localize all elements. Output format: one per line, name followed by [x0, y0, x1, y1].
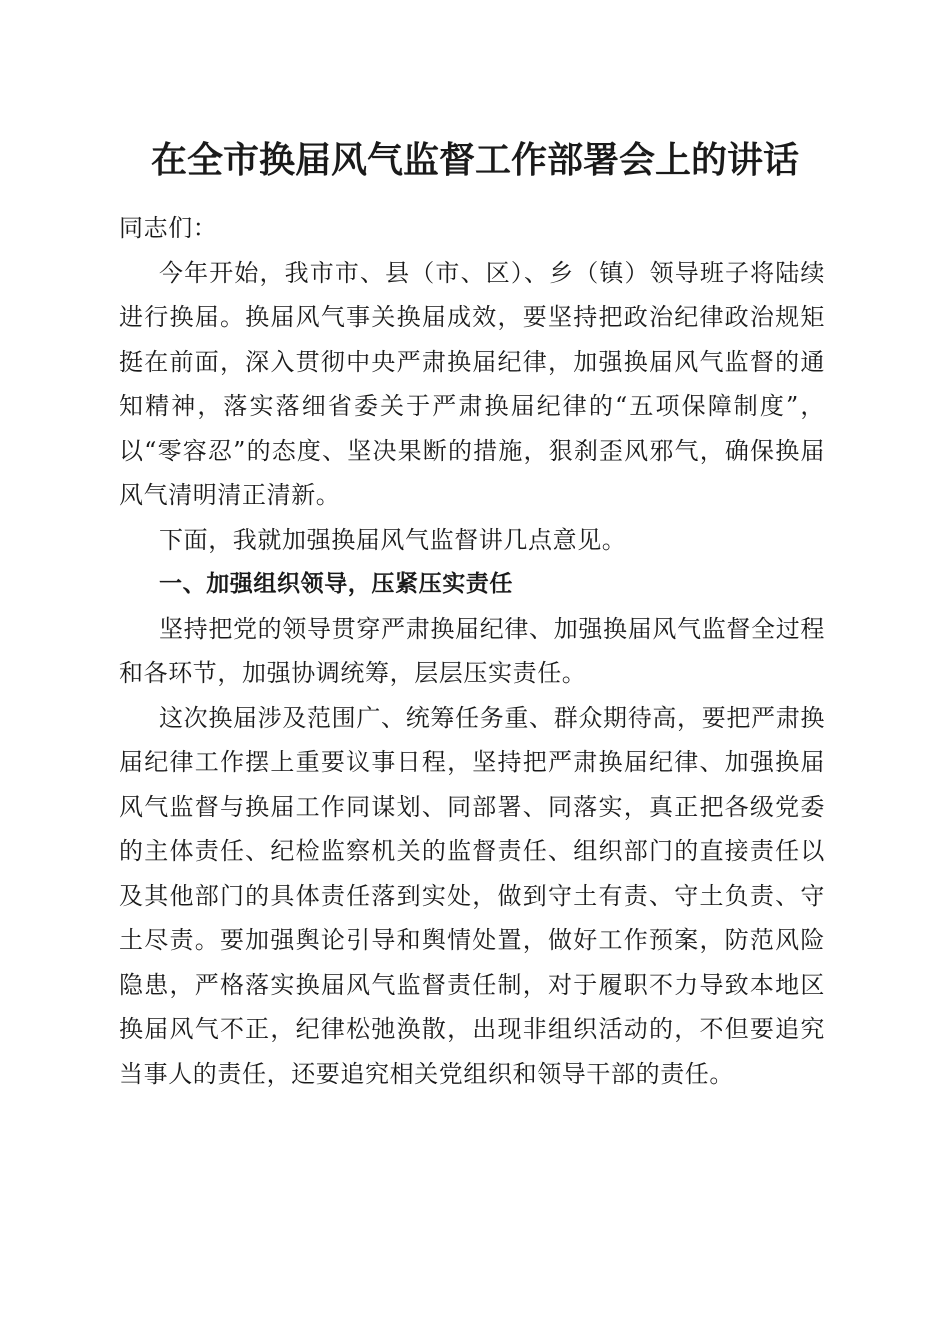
salutation: 同志们： — [119, 214, 218, 242]
section-1-paragraph-2: 这次换届涉及范围广、统筹任务重、群众期待高，要把严肃换届纪律工作摆上重要议事日程，坚持把严肃换届纪律、加强换届风气监督与换届工作同谋划、同部署、同落实，真正把各级党委的主体责任、纪检监察机关的监督责任、组织部门的直接责任以及其他部门的具体责任落到实处，做到守土有责、守土负责、守土尽责。要加强舆论引导和舆情处置，做好工作预案，防范风险隐患，严格落实换届风气监督责任制，对于履职不力导致本地区换届风气不正，纪律松弛涣散，出现非组织活动的，不但要追究当事人的责任，还要追究相关党组织和领导干部的责任。 — [119, 703, 825, 1088]
section-1-paragraph-1: 坚持把党的领导贯穿严肃换届纪律、加强换届风气监督全过程和各环节，加强协调统筹，层层压实责任。 — [119, 614, 825, 687]
paragraph-transition: 下面，我就加强换届风气监督讲几点意见。 — [159, 525, 627, 554]
document-body — [119, 206, 825, 1096]
paragraph-intro: 今年开始，我市市、县（市、区）、乡（镇）领导班子将陆续进行换届。换届风气事关换届成效，要坚持把政治纪律政治规矩挺在前面，深入贯彻中央严肃换届纪律，加强换届风气监督的通知精神，落实落细省委关于严肃换届纪律的“五项保障制度”，以“零容忍”的态度、坚决果断的措施，狠刹歪风邪气，确保换届风气清明清正清新。 — [119, 258, 825, 509]
document-title: 在全市换届风气监督工作部署会上的讲话 — [150, 139, 799, 181]
section-heading-1: 一、加强组织领导，压紧压实责任 — [159, 571, 513, 597]
